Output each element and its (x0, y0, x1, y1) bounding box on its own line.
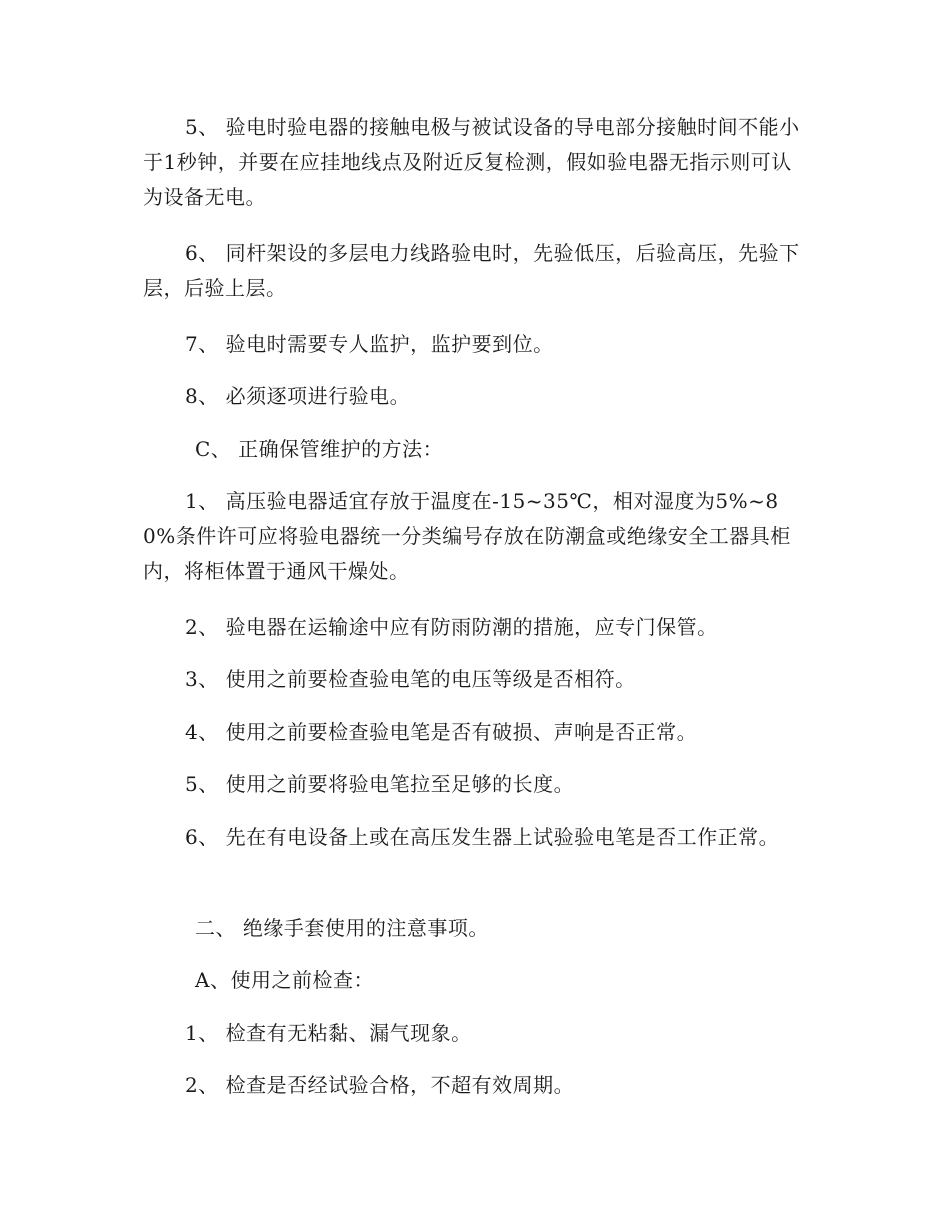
paragraph-item-6-multilayer-lines: 6、 同杆架设的多层电力线路验电时，先验低压，后验高压，先验下层，后验上层。 (143, 241, 800, 300)
paragraph-storage-5-length: 5、 使用之前要将验电笔拉至足够的长度。 (185, 772, 575, 796)
paragraph-gloves-2-test-period: 2、 检查是否经试验合格，不超有效周期。 (185, 1073, 575, 1097)
section-heading-insulating-gloves: 二、 绝缘手套使用的注意事项。 (195, 916, 489, 940)
paragraph-item-5-contact-time: 5、 验电时验电器的接触电极与被试设备的导电部分接触时间不能小于1秒钟，并要在应挂地线点及附近反复检测，假如验电器无指示则可认为设备无电。 (143, 115, 800, 209)
paragraph-storage-4-damage-check: 4、 使用之前要检查验电笔是否有破损、声响是否正常。 (185, 720, 698, 744)
paragraph-storage-3-voltage-level: 3、 使用之前要检查验电笔的电压等级是否相符。 (185, 667, 636, 691)
paragraph-item-8-test-each: 8、 必须逐项进行验电。 (185, 384, 411, 408)
paragraph-gloves-1-leak-check: 1、 检查有无粘黏、漏气现象。 (185, 1021, 472, 1045)
paragraph-storage-1-temperature: 1、 高压验电器适宜存放于温度在-15~35℃，相对湿度为5%~80%条件许可应将验电器统一分类编号存放在防潮盒或绝缘安全工器具柜内，将柜体置于通风干燥处。 (143, 489, 791, 583)
paragraph-storage-6-live-test: 6、 先在有电设备上或在高压发生器上试验验电笔是否工作正常。 (185, 825, 780, 849)
paragraph-item-7-supervision: 7、 验电时需要专人监护，监护要到位。 (185, 332, 554, 356)
section-heading-storage: C、 正确保管维护的方法： (195, 437, 444, 461)
paragraph-storage-2-transport: 2、 验电器在运输途中应有防雨防潮的措施，应专门保管。 (185, 615, 718, 639)
subsection-heading-pre-use-check: A、使用之前检查： (195, 968, 374, 992)
